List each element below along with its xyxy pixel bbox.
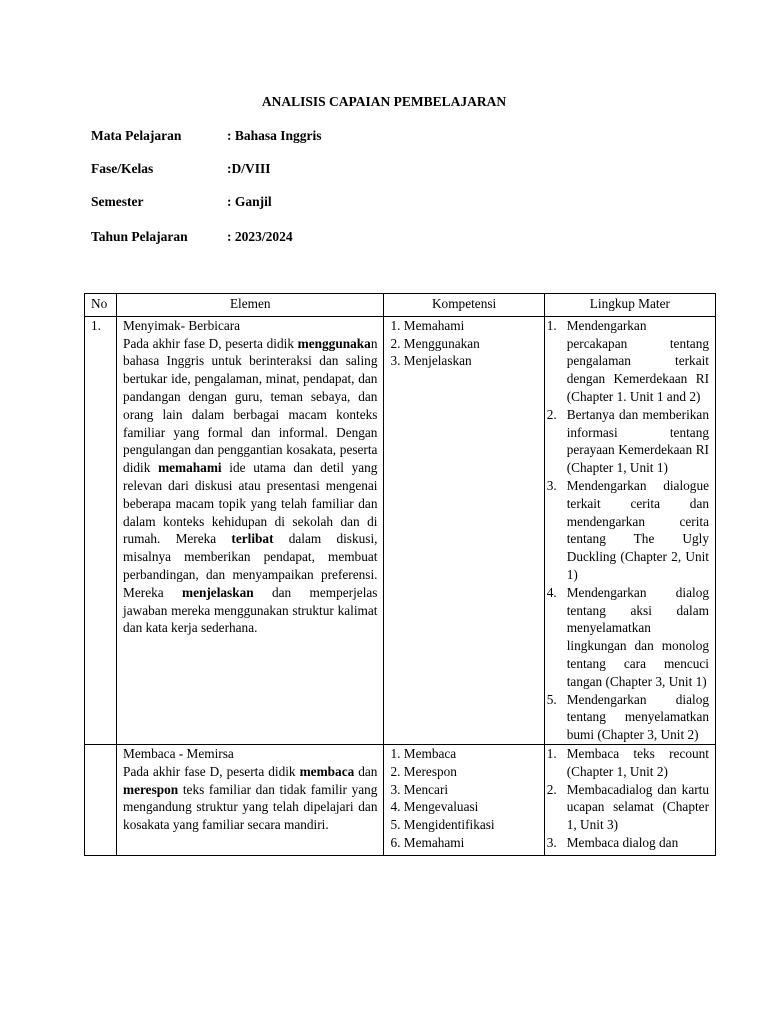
meta-label: Tahun Pelajaran bbox=[91, 229, 188, 244]
meta-value: :D/VIII bbox=[227, 161, 271, 176]
kompetensi-item: 1. Memahami bbox=[390, 317, 465, 333]
bold-keyword: menggunaka bbox=[297, 335, 371, 351]
kompetensi-item: 1. Membaca bbox=[390, 745, 457, 761]
lingkup-item-number: 2. bbox=[546, 781, 557, 797]
header-kompetensi: Kompetensi bbox=[384, 294, 544, 317]
page-title: ANALISIS CAPAIAN PEMBELAJARAN bbox=[261, 94, 507, 109]
lingkup-item-number: 2. bbox=[546, 406, 557, 422]
kompetensi-list bbox=[390, 317, 537, 370]
bold-keyword: membaca bbox=[299, 763, 355, 779]
lingkup-item bbox=[546, 691, 709, 744]
lingkup-item-number: 3. bbox=[546, 477, 557, 493]
lingkup-item-number: 5. bbox=[546, 691, 557, 707]
lingkup-item bbox=[546, 584, 709, 691]
lingkup-item-number: 3. bbox=[546, 834, 557, 850]
lingkup-item bbox=[546, 834, 709, 852]
elemen-title: Menyimak- Berbicara bbox=[123, 317, 241, 333]
kompetensi-item: 3. Mencari bbox=[390, 781, 449, 797]
analysis-table bbox=[84, 293, 716, 856]
bold-keyword: memahami bbox=[158, 460, 222, 476]
table-row bbox=[85, 744, 716, 855]
bold-keyword: merespon bbox=[123, 781, 179, 797]
lingkup-item bbox=[546, 477, 709, 584]
elemen-title: Membaca - Memirsa bbox=[123, 745, 234, 761]
lingkup-item-number: 4. bbox=[546, 584, 557, 600]
meta-value: : Ganjil bbox=[227, 194, 272, 209]
meta-row-semester bbox=[91, 194, 272, 210]
text-run: Pada akhir fase D, peserta didik bbox=[123, 763, 300, 779]
table-header-row bbox=[85, 294, 716, 317]
text-run: dan bbox=[354, 763, 378, 779]
kompetensi-item: 2. Menggunakan bbox=[390, 335, 480, 351]
lingkup-item-text: Bertanya dan memberikan informasi tentang perayaan Kemerdekaan RI (Chapter 1, Unit 1) bbox=[566, 406, 709, 476]
lingkup-item-text: Mendengarkan dialog tentang aksi dalam menyelamatkan lingkungan dan monolog tentang cara mencuci tangan (Chapter 3, Unit 1) bbox=[566, 584, 709, 689]
lingkup-item bbox=[546, 745, 709, 781]
row-number bbox=[85, 744, 117, 855]
kompetensi-list bbox=[390, 745, 537, 852]
row-number: 1. bbox=[85, 316, 117, 744]
text-run: teks familiar dan tidak familir yang mengandung struktur yang telah dipelajari dan kosakata yang familiar secara mandiri. bbox=[123, 781, 378, 833]
header-elemen: Elemen bbox=[117, 294, 384, 317]
text-run: ide utama dan detil yang relevan dari diskusi atau presentasi mengenai beberapa macam topik yang telah familiar dan dalam konteks kehidupan di sekolah dan di rumah. Mereka bbox=[123, 460, 378, 547]
lingkup-item-text: Membacadialog dan kartu ucapan selamat (Chapter 1, Unit 3) bbox=[566, 781, 709, 833]
meta-label: Fase/Kelas bbox=[91, 161, 154, 176]
lingkup-item-text: Mendengarkan dialogue terkait cerita dan mendengarkan cerita tentang The Ugly Duckling (Chapter 2, Unit 1) bbox=[566, 477, 709, 582]
kompetensi-item: 6. Memahami bbox=[390, 834, 465, 850]
lingkup-item-number: 1. bbox=[546, 317, 557, 333]
elemen-description bbox=[123, 763, 377, 834]
kompetensi-item: 2. Merespon bbox=[390, 763, 457, 779]
kompetensi-cell bbox=[384, 316, 544, 744]
kompetensi-cell bbox=[384, 744, 544, 855]
lingkup-item-text: Mendengarkan dialog tentang menyelamatkan bumi (Chapter 3, Unit 2) bbox=[566, 691, 709, 743]
table-row bbox=[85, 316, 716, 744]
text-run: dan memperjelas jawaban mereka menggunakan struktur kalimat dan kata kerja sederhana. bbox=[123, 584, 378, 636]
meta-row-phase bbox=[91, 161, 271, 177]
bold-keyword: terlibat bbox=[231, 531, 274, 547]
text-run: dalam diskusi, misalnya memberikan pendapat, membuat perbandingan, dan menyampaikan preferensi. Mereka bbox=[123, 531, 378, 600]
meta-label: Mata Pelajaran bbox=[91, 128, 182, 143]
header-lingkup: Lingkup Mater bbox=[544, 294, 715, 317]
elemen-description bbox=[123, 335, 377, 638]
header-no: No bbox=[85, 294, 117, 317]
lingkup-item bbox=[546, 406, 709, 477]
lingkup-item-text: Mendengarkan percakapan tentang pengalaman terkait dengan Kemerdekaan RI (Chapter 1. Unit 1 and 2) bbox=[566, 317, 709, 404]
bold-keyword: menjelaskan bbox=[182, 584, 254, 600]
elemen-cell bbox=[117, 744, 384, 855]
text-run: Pada akhir fase D, peserta didik bbox=[123, 335, 298, 351]
lingkup-list bbox=[546, 745, 709, 852]
lingkup-list bbox=[546, 317, 709, 744]
elemen-cell bbox=[117, 316, 384, 744]
meta-row-year bbox=[91, 229, 293, 245]
lingkup-item bbox=[546, 317, 709, 406]
meta-value: : 2023/2024 bbox=[227, 229, 293, 244]
lingkup-item-number: 1. bbox=[546, 745, 557, 761]
kompetensi-item: 4. Mengevaluasi bbox=[390, 799, 479, 815]
meta-label: Semester bbox=[91, 194, 144, 209]
lingkup-item-text: Membaca dialog dan bbox=[566, 834, 679, 850]
lingkup-item bbox=[546, 781, 709, 834]
meta-value: : Bahasa Inggris bbox=[227, 128, 322, 143]
meta-row-subject bbox=[91, 128, 322, 144]
text-run: n bahasa Inggris untuk berinteraksi dan saling bertukar ide, pengalaman, minat, pendapat, dan pandangan dengan guru, teman sebaya, dan orang lain dalam berbagai macam konteks familiar yang formal dan informal. Dengan pengulangan dan penggantian kosakata, peserta didik bbox=[123, 335, 378, 476]
lingkup-cell bbox=[544, 316, 715, 744]
lingkup-cell bbox=[544, 744, 715, 855]
kompetensi-item: 3. Menjelaskan bbox=[390, 353, 472, 369]
kompetensi-item: 5. Mengidentifikasi bbox=[390, 817, 495, 833]
lingkup-item-text: Membaca teks recount (Chapter 1, Unit 2) bbox=[566, 745, 709, 779]
